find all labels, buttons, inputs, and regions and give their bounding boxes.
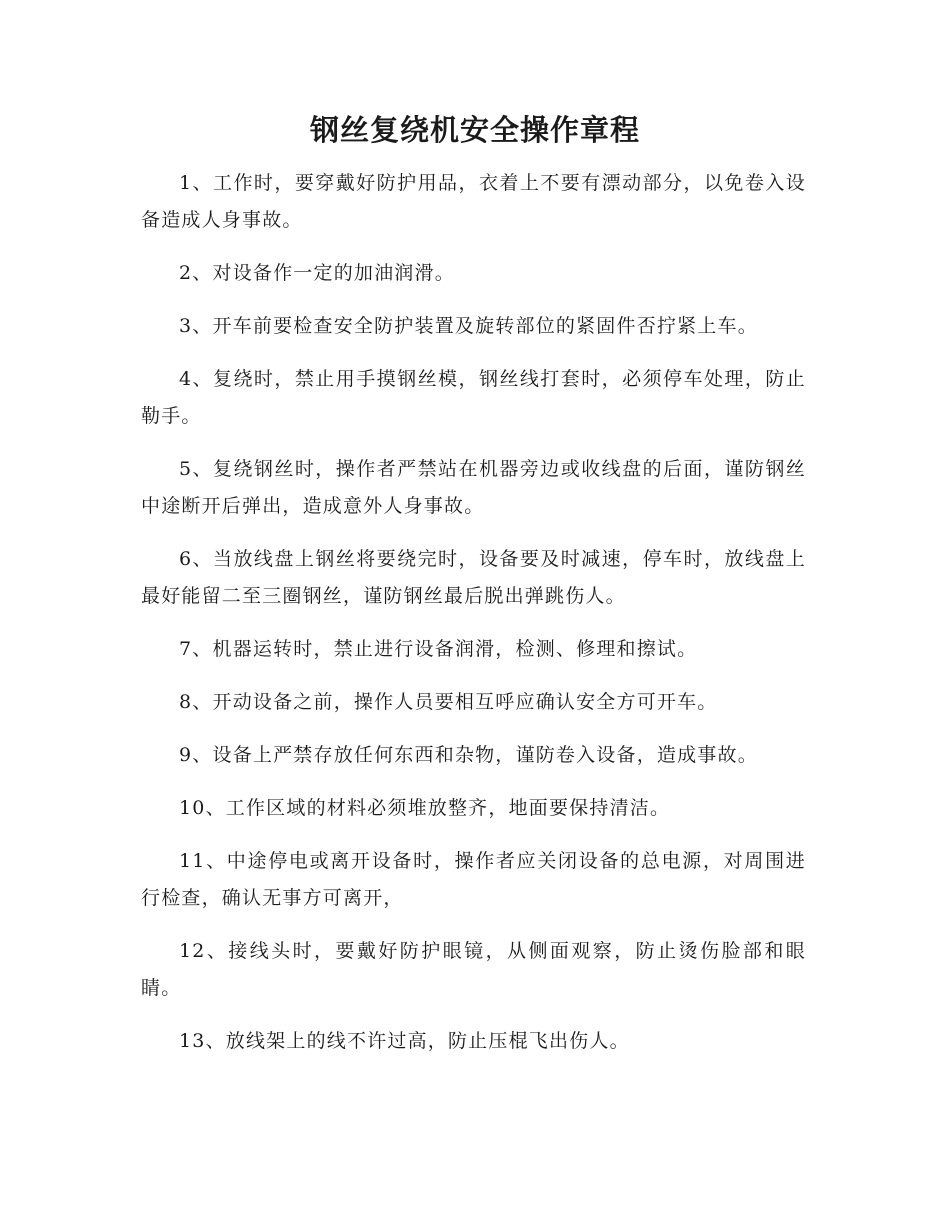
rule-paragraph-3: 3、开车前要检查安全防护装置及旋转部位的紧固件否拧紧上车。 (179, 315, 758, 337)
rule-paragraph-12: 12、接线头时，要戴好防护眼镜，从侧面观察，防止烫伤脸部和眼睛。 (141, 940, 806, 999)
rule-paragraph-8: 8、开动设备之前，操作人员要相互呼应确认安全方可开车。 (179, 691, 718, 713)
rule-paragraph-9: 9、设备上严禁存放任何东西和杂物，谨防卷入设备，造成事故。 (179, 744, 758, 766)
rule-paragraph-1: 1、工作时，要穿戴好防护用品，衣着上不要有漂动部分，以免卷入设备造成人身事故。 (141, 172, 806, 231)
rule-paragraph-10: 10、工作区域的材料必须堆放整齐，地面要保持清洁。 (179, 797, 671, 819)
rule-paragraph-11: 11、中途停电或离开设备时，操作者应关闭设备的总电源，对周围进行检查，确认无事方可离开， (141, 850, 806, 909)
rule-paragraph-5: 5、复绕钢丝时，操作者严禁站在机器旁边或收线盘的后面，谨防钢丝中途断开后弹出，造成意外人身事故。 (141, 458, 806, 517)
document-title: 钢丝复绕机安全操作章程 (309, 113, 640, 147)
document-body (141, 165, 806, 1076)
rule-paragraph-4: 4、复绕时，禁止用手摸钢丝模，钢丝线打套时，必须停车处理，防止勒手。 (141, 368, 806, 427)
rule-paragraph-6: 6、当放线盘上钢丝将要绕完时，设备要及时减速，停车时，放线盘上最好能留二至三圈钢丝，谨防钢丝最后脱出弹跳伤人。 (141, 548, 806, 607)
rule-paragraph-2: 2、对设备作一定的加油润滑。 (179, 262, 455, 284)
rule-paragraph-13: 13、放线架上的线不许过高，防止压棍飞出伤人。 (179, 1030, 630, 1052)
rule-paragraph-7: 7、机器运转时，禁止进行设备润滑，检测、修理和擦试。 (179, 638, 698, 660)
